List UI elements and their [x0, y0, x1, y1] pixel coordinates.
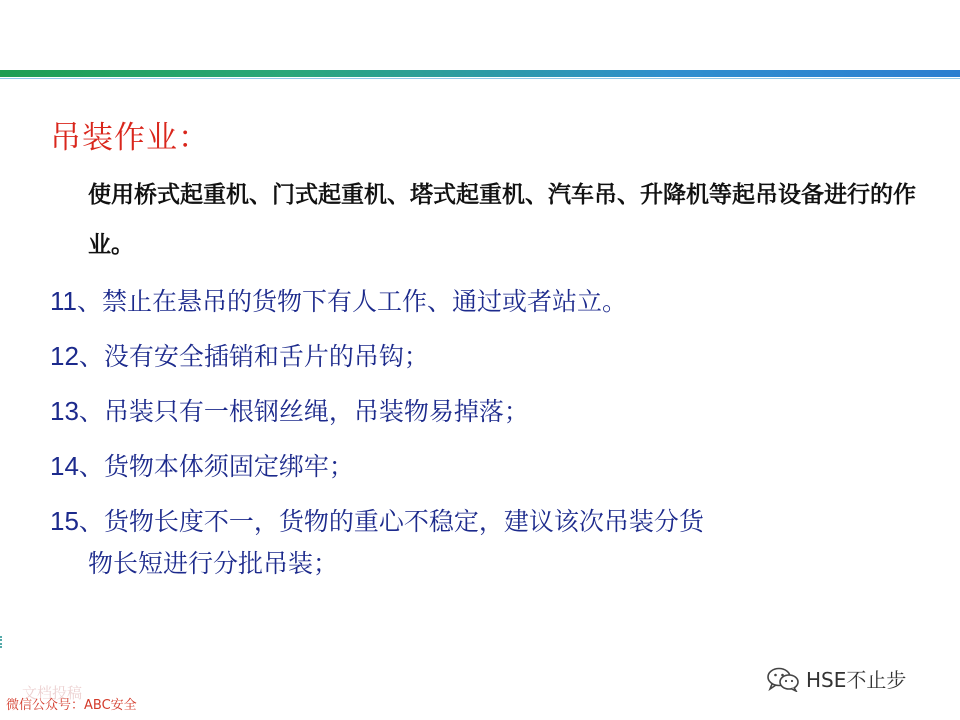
header-rule-thin: [0, 78, 960, 79]
wechat-account-name: HSE不止步: [806, 668, 907, 692]
rules-list: [50, 274, 930, 585]
definition-text: 使用桥式起重机、门式起重机、塔式起重机、汽车吊、升降机等起吊设备进行的作业。: [88, 182, 916, 258]
rule-number: 13: [50, 396, 79, 426]
edge-marker: [0, 636, 5, 648]
rule-item: [50, 384, 930, 439]
watermark-text: 文档投稿: [22, 684, 83, 702]
rule-item: [50, 494, 930, 585]
slide-heading: 吊装作业：: [50, 120, 210, 156]
rule-item: [50, 329, 930, 384]
header-rule: [0, 70, 960, 77]
rule-item: [50, 274, 930, 329]
rule-text: 、吊装只有一根钢丝绳，吊装物易掉落；: [78, 397, 529, 426]
rule-item: [50, 439, 930, 494]
rule-text: 、禁止在悬吊的货物下有人工作、通过或者站立。: [77, 287, 628, 316]
footer-account-label: 微信公众号：ABC安全: [6, 698, 137, 713]
rule-number: 15: [50, 506, 79, 536]
wechat-badge: [766, 664, 906, 693]
wechat-icon: [766, 666, 800, 692]
rule-text: 、没有安全插销和舌片的吊钩；: [78, 342, 429, 371]
rule-text: 、货物长度不一，货物的重心不稳定，建议该次吊装分货: [78, 507, 704, 536]
rule-number: 14: [50, 451, 79, 481]
rule-text: 、货物本体须固定绑牢；: [78, 452, 354, 481]
rule-number: 11: [50, 286, 77, 316]
rule-text-continuation: 物长短进行分批吊装；: [88, 549, 339, 578]
rule-number: 12: [50, 341, 79, 371]
